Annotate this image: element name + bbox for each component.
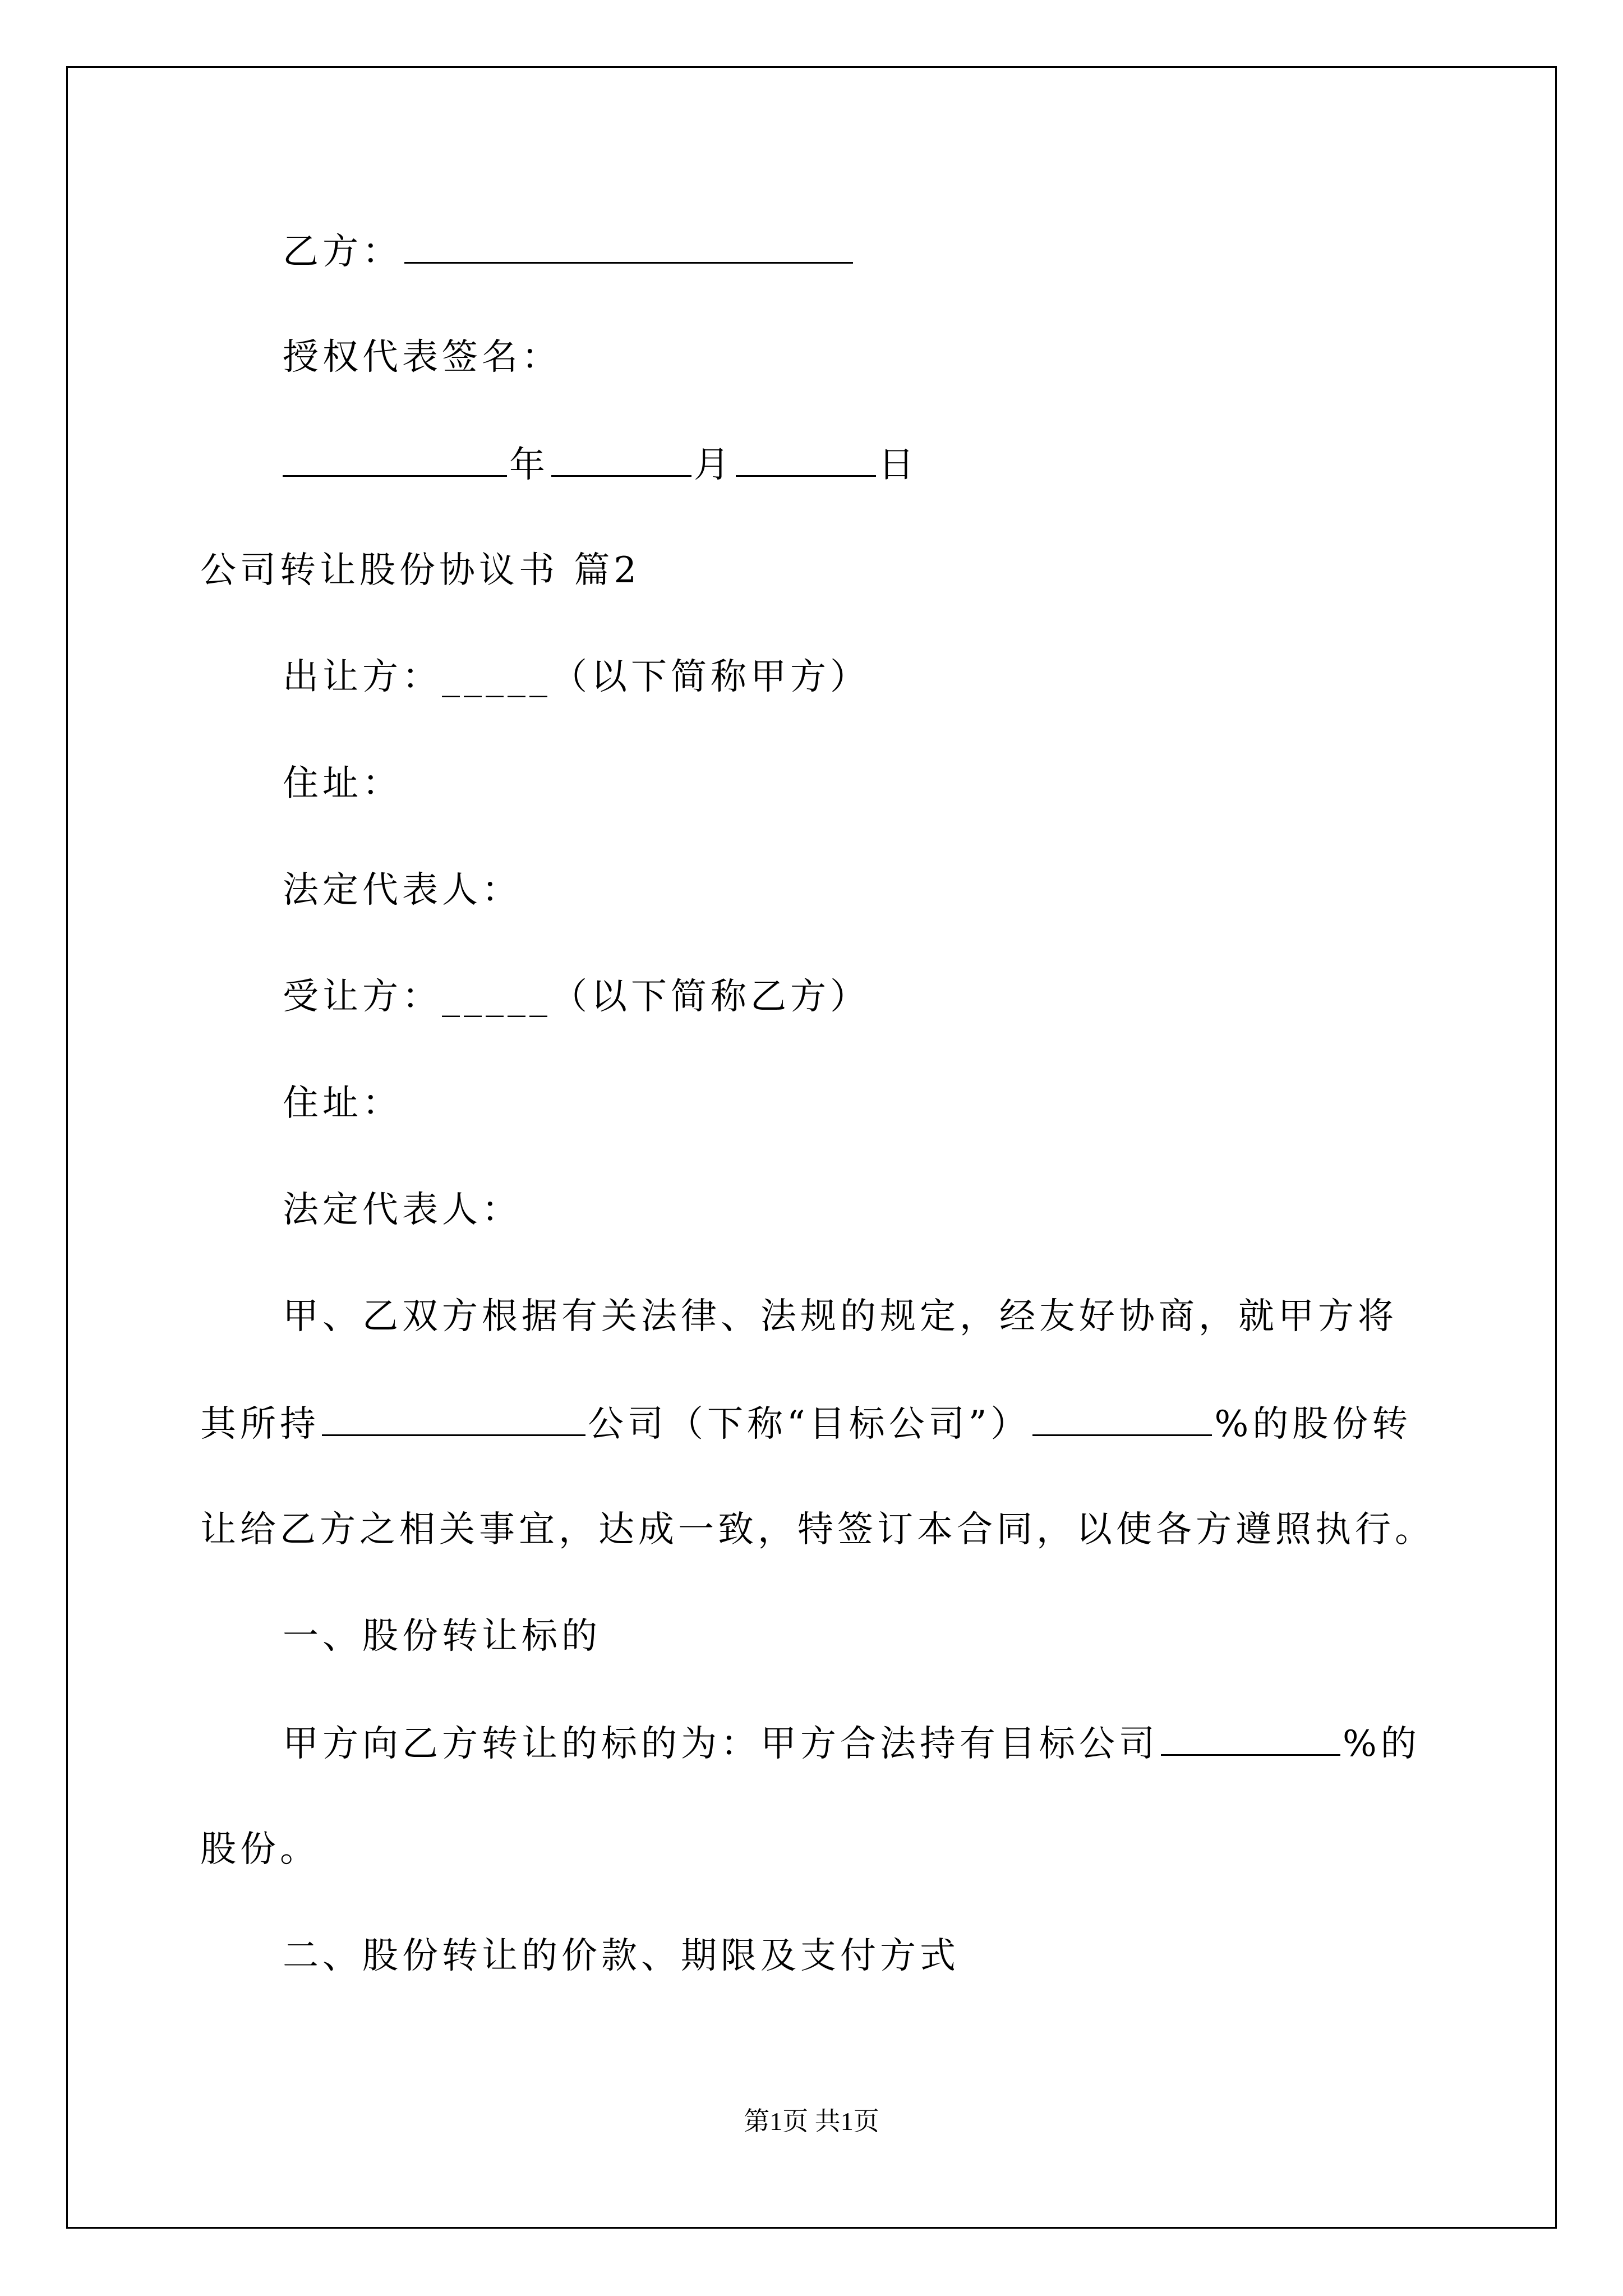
party-b-line [283,231,855,273]
s1-text: 甲方向乙方转让的标的为：甲方合法持有目标公司 [283,1723,1159,1765]
transferor-address: 住址： [283,763,402,804]
month-label: 月 [694,444,734,486]
date-line [283,444,918,486]
p1-percent-text: %的股份转 [1214,1404,1412,1445]
transferor-representative: 法定代表人： [283,869,522,911]
transferee-address: 住址： [283,1083,402,1124]
party-b-blank[interactable] [404,233,853,264]
section-1-line-1 [283,1723,1421,1765]
day-blank[interactable] [736,446,876,477]
paragraph-1-line-2 [200,1404,1412,1445]
p1-company-text: 公司（下称“目标公司”） [588,1404,1031,1445]
authorized-signature-label: 授权代表签名： [283,337,561,378]
transferee-line: 受让方：_____（以下简称乙方） [283,976,870,1018]
company-name-blank[interactable] [322,1405,585,1436]
page-border [66,66,1557,2229]
target-percent-blank[interactable] [1161,1725,1340,1756]
transferor-line: 出让方：_____（以下简称甲方） [283,656,870,698]
share-percent-blank[interactable] [1032,1405,1212,1436]
section-2-heading: 二、股份转让的价款、期限及支付方式 [283,1935,960,1977]
p1-held-text: 其所持 [200,1404,320,1445]
year-blank[interactable] [283,446,507,477]
section-1-line-2: 股份。 [200,1829,320,1870]
section-title: 公司转让股份协议书 篇2 [200,550,641,591]
paragraph-1-line-1: 甲、乙双方根据有关法律、法规的规定，经友好协商，就甲方将 [283,1296,1398,1337]
month-blank[interactable] [551,446,691,477]
paragraph-1-line-3: 让给乙方之相关事宜，达成一致，特签订本合同，以使各方遵照执行。 [200,1509,1435,1550]
page-number-footer: 第1页 共1页 [744,2107,879,2136]
section-1-heading: 一、股份转让标的 [283,1616,601,1657]
day-label: 日 [878,444,918,486]
year-label: 年 [509,444,549,486]
transferee-representative: 法定代表人： [283,1189,522,1231]
s1-percent-text: %的 [1343,1723,1421,1765]
party-b-label: 乙方： [283,231,402,273]
